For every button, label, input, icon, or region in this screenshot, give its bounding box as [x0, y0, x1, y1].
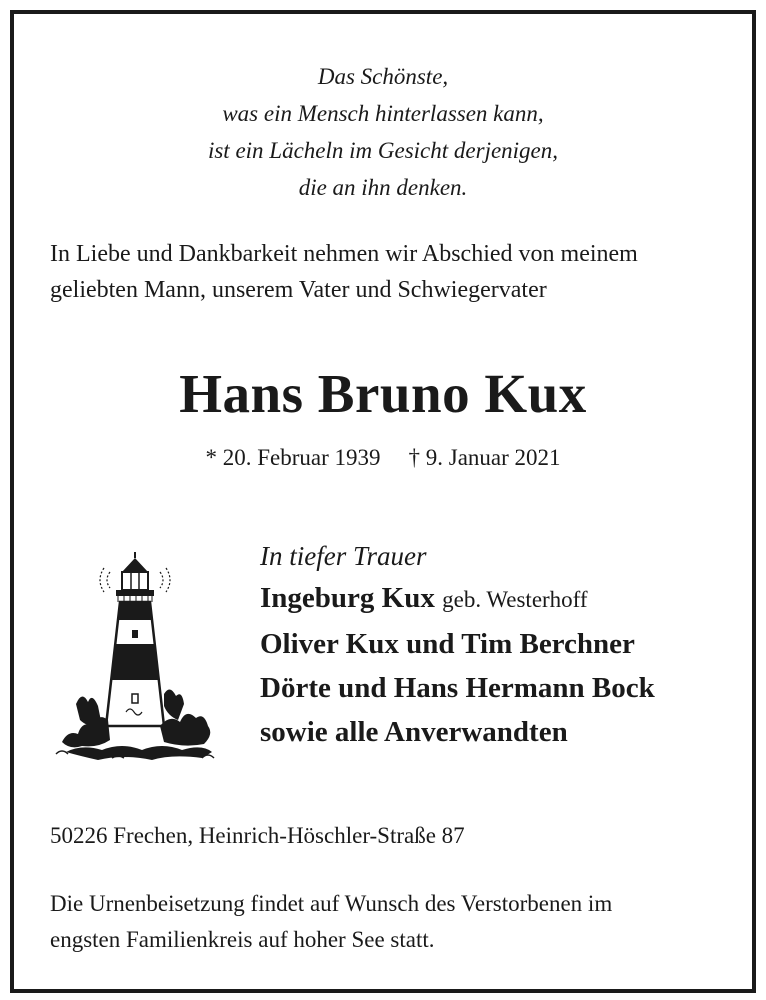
- mourner-row: sowie alle Anverwandten: [260, 716, 568, 748]
- intro-line: In Liebe und Dankbarkeit nehmen wir Abschied von meinem: [50, 241, 638, 267]
- deceased-name: Hans Bruno Kux: [179, 363, 587, 424]
- mourner-row: Oliver Kux und Tim Berchner: [260, 628, 635, 660]
- birth-date: * 20. Februar 1939: [205, 445, 381, 470]
- burial-note-line: Die Urnenbeisetzung findet auf Wunsch des Verstorbenen im: [50, 891, 613, 916]
- burial-note: [50, 886, 740, 958]
- poem-line: Das Schönste,: [317, 64, 449, 89]
- life-dates: [14, 442, 752, 474]
- widow-name: Ingeburg Kux: [260, 582, 435, 614]
- poem: [14, 58, 752, 206]
- mourning-lead: In tiefer Trauer: [260, 541, 427, 571]
- burial-note-line: engsten Familienkreis auf hoher See statt.: [50, 927, 435, 952]
- widow-maiden-name: geb. Westerhoff: [442, 587, 588, 612]
- mourner-row: Dörte und Hans Hermann Bock: [260, 672, 655, 704]
- mourners-block: [260, 536, 730, 754]
- death-date: † 9. Januar 2021: [408, 445, 561, 470]
- intro-line: geliebten Mann, unserem Vater und Schwiegervater: [50, 277, 547, 303]
- obituary-notice: [10, 10, 756, 993]
- poem-line: was ein Mensch hinterlassen kann,: [222, 101, 544, 126]
- address: 50226 Frechen, Heinrich-Höschler-Straße 87: [50, 823, 465, 848]
- poem-line: ist ein Lächeln im Gesicht derjenigen,: [207, 138, 559, 163]
- poem-line: die an ihn denken.: [298, 175, 468, 200]
- mourner-row: [260, 576, 730, 622]
- lighthouse-icon: [52, 544, 220, 764]
- intro-text: [50, 236, 730, 308]
